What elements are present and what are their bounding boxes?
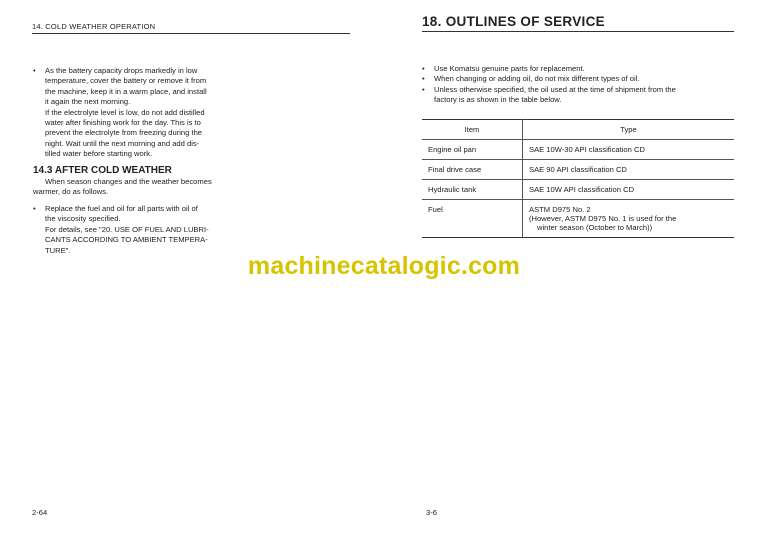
battery-bullet-line: it again the next morning. [45,97,131,107]
table-cell-type-line: SAE 90 API classification CD [529,165,627,174]
battery-bullet-line: night. Wait until the next morning and add dis- [45,138,200,148]
service-bullet-line: Unless otherwise specified, the oil used at the time of shipment from the [434,84,676,94]
table-row [422,140,734,160]
service-bullet [422,85,736,106]
table-cell-item: Engine oil pan [422,140,523,160]
bullet-icon: • [422,74,425,84]
battery-bullet-line: water after finishing work for the day. This is to [45,118,201,128]
table-cell-item: Hydraulic tank [422,180,523,200]
table-cell-type-line: ASTM D975 No. 2 [529,205,591,214]
left-page-number: 2-64 [32,508,48,517]
left-content [33,66,241,256]
bullet-icon: • [422,64,425,73]
table-row [422,160,734,180]
battery-bullet [33,66,241,160]
table-cell-type [523,180,735,200]
fuel-oil-bullet-line: TURE". [45,245,71,255]
table-cell-type-line: SAE 10W-30 API classification CD [529,145,645,154]
battery-bullet-line: tilled water before starting work. [45,149,153,159]
table-cell-item: Fuel [422,200,523,238]
table-header-type: Type [523,120,735,140]
table-cell-type [523,160,735,180]
left-page-header: 14. COLD WEATHER OPERATION [32,22,350,34]
fuel-oil-bullet-line: Replace the fuel and oil for all parts with oil of [45,203,198,213]
section-intro-line: warmer, do as follows. [33,187,109,197]
right-page-number: 3-6 [426,508,437,517]
service-bullet-line: When changing or adding oil, do not mix different types of oil. [434,74,640,84]
fuel-oil-bullet [33,204,241,256]
battery-bullet-line: prevent the electrolyte from freezing during the [45,128,203,138]
service-bullet [422,64,736,74]
bullet-icon: • [33,66,36,75]
battery-bullet-line: As the battery capacity drops markedly in low [45,66,198,75]
table-cell-type [523,140,735,160]
battery-bullet-line: If the electrolyte level is low, do not add distilled [45,107,205,117]
table-cell-item: Final drive case [422,160,523,180]
section-intro [33,177,241,198]
section-heading: 14.3 AFTER COLD WEATHER [33,164,172,176]
table-row [422,200,734,238]
table-cell-type-line: (However, ASTM D975 No. 1 is used for the [529,214,677,223]
battery-bullet-line: temperature, cover the battery or remove it from [45,76,207,86]
table-cell-type-line: SAE 10W API classification CD [529,185,635,194]
bullet-icon: • [422,84,425,94]
fuel-oil-bullet-line: the viscosity specified. [45,214,121,224]
watermark-text: machinecatalogic.com [247,252,521,280]
bullet-icon: • [33,203,36,213]
service-bullet-line: Use Komatsu genuine parts for replacement. [434,64,585,73]
battery-bullet-line: the machine, keep it in a warm place, and install [45,86,207,96]
table-cell-type-line: winter season (October to March)) [537,223,653,232]
table-cell-type [523,200,735,238]
service-bullets [422,64,736,106]
fuel-oil-bullet-line: CANTS ACCORDING TO AMBIENT TEMPERA- [45,235,208,245]
section-intro-line: When season changes and the weather becomes [45,177,212,187]
service-bullet [422,74,736,84]
right-page-header: 18. OUTLINES OF SERVICE [422,14,734,32]
table-row [422,180,734,200]
table-header-item: Item [422,120,523,140]
table-header-row [422,120,734,140]
fuel-oil-bullet-line: For details, see "20. USE OF FUEL AND LUBRI- [45,224,209,234]
oil-spec-table [422,119,734,238]
service-bullet-line: factory is as shown in the table below. [434,95,562,105]
